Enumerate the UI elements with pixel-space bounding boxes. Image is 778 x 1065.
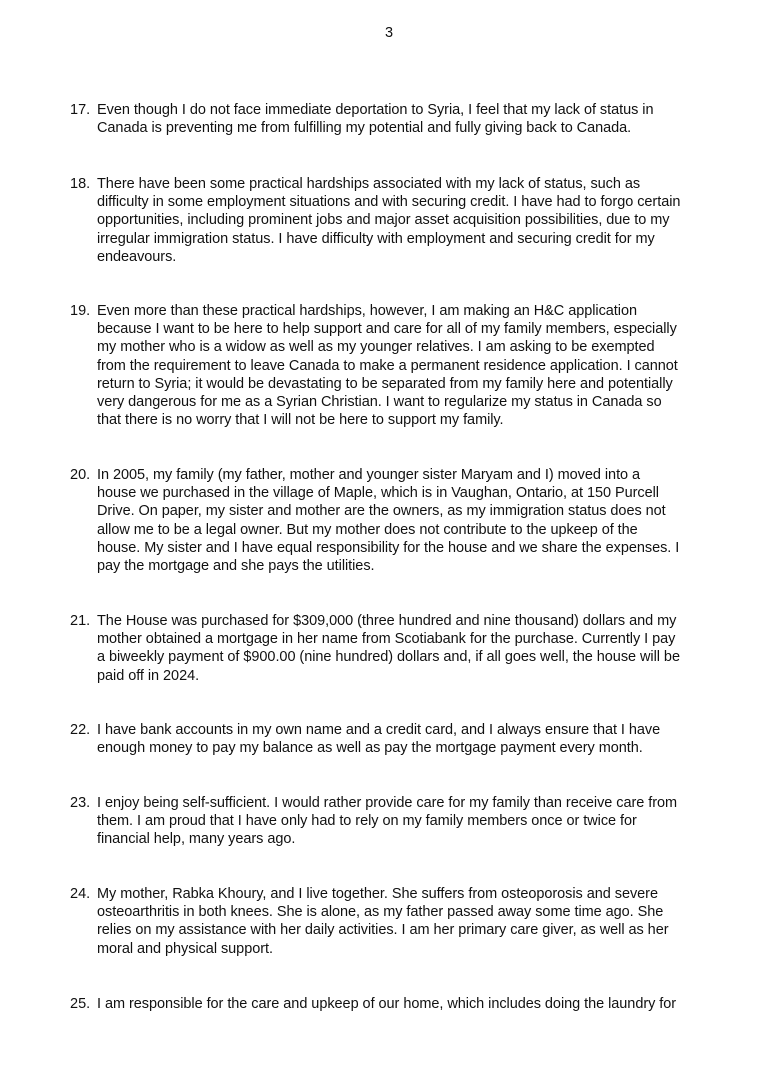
text-line: return to Syria; it would be devastating to be separated from my family here and potentially [97, 375, 673, 392]
text-line: from the requirement to leave Canada to make a permanent residence application. I cannot [97, 357, 678, 374]
paragraph-22 [70, 721, 742, 757]
text-line: house. My sister and I have equal responsibility for the house and we share the expenses. I [97, 539, 680, 556]
text-line: very dangerous for me as a Syrian Christian. I want to regularize my status in Canada so [97, 394, 662, 411]
text-line: The House was purchased for $309,000 (three hundred and nine thousand) dollars and my [97, 613, 677, 629]
paragraph-20 [70, 466, 742, 575]
text-line: I am responsible for the care and upkeep of our home, which includes doing the laundry for [97, 996, 677, 1012]
text-line: My mother, Rabka Khoury, and I live together. She suffers from osteoporosis and severe [97, 886, 658, 902]
paragraph-21 [70, 612, 742, 685]
paragraph-text [97, 175, 742, 266]
paragraph-25 [70, 995, 742, 1013]
text-line: I enjoy being self-sufficient. I would rather provide care for my family than receive care from [97, 795, 678, 811]
text-line: that there is no worry that I will not be here to support my family. [97, 412, 504, 429]
paragraph-text [97, 101, 742, 137]
text-line: moral and physical support. [97, 940, 273, 957]
paragraph-text [97, 885, 742, 958]
paragraph-18 [70, 175, 742, 266]
paragraph-17 [70, 101, 742, 137]
text-line: I have bank accounts in my own name and a credit card, and I always ensure that I have [97, 722, 661, 738]
text-line: paid off in 2024. [97, 667, 200, 684]
text-line: pay the mortgage and she pays the utilities. [97, 558, 375, 575]
paragraph-19 [70, 302, 742, 429]
paragraph-text [97, 794, 742, 849]
page-number: 3 [384, 25, 394, 41]
paragraph-text [97, 302, 742, 429]
text-line: a biweekly payment of $900.00 (nine hundred) dollars and, if all goes well, the house will be [97, 649, 680, 666]
text-line: opportunities, including prominent jobs and major asset acquisition possibilities, due to my [97, 212, 670, 229]
paragraph-text [97, 995, 742, 1013]
paragraph-number: 20. [70, 467, 91, 483]
paragraph-text [97, 612, 742, 685]
text-line: enough money to pay my balance as well as pay the mortgage payment every month. [97, 740, 643, 757]
text-line: mother obtained a mortgage in her name from Scotiabank for the purchase. Currently I pay [97, 631, 676, 648]
text-line: my mother who is a widow as well as my younger relatives. I am asking to be exempted [97, 339, 655, 356]
text-line: them. I am proud that I have only had to rely on my family members once or twice for [97, 813, 637, 830]
paragraph-24 [70, 885, 742, 958]
text-line: Drive. On paper, my sister and mother are the owners, as my immigration status does not [97, 503, 666, 520]
paragraph-text [97, 721, 742, 757]
paragraph-number: 24. [70, 886, 91, 902]
text-line: relies on my assistance with her daily activities. I am her primary care giver, as well as her [97, 922, 669, 939]
paragraph-number: 19. [70, 303, 91, 319]
text-line: Even though I do not face immediate deportation to Syria, I feel that my lack of status in [97, 102, 654, 118]
text-line: difficulty in some employment situations and with securing credit. I have had to forgo certain [97, 194, 681, 211]
text-line: There have been some practical hardships associated with my lack of status, such as [97, 176, 641, 192]
paragraph-number: 25. [70, 996, 91, 1012]
paragraph-23 [70, 794, 742, 849]
text-line: endeavours. [97, 248, 177, 265]
paragraph-text [97, 466, 742, 575]
paragraph-number: 22. [70, 722, 91, 738]
paragraph-number: 21. [70, 613, 91, 629]
text-line: osteoarthritis in both knees. She is alone, as my father passed away some time ago. She [97, 904, 664, 921]
text-line: allow me to be a legal owner. But my mother does not contribute to the upkeep of the [97, 521, 638, 538]
paragraph-number: 17. [70, 102, 91, 118]
text-line: irregular immigration status. I have difficulty with employment and securing credit for my [97, 230, 655, 247]
text-line: In 2005, my family (my father, mother and younger sister Maryam and I) moved into a [97, 467, 641, 483]
text-line: because I want to be here to help support and care for all of my family members, especially [97, 321, 677, 338]
text-line: Canada is preventing me from fulfilling my potential and fully giving back to Canada. [97, 120, 632, 137]
text-line: Even more than these practical hardships, however, I am making an H&C application [97, 303, 637, 319]
text-line: financial help, many years ago. [97, 831, 296, 848]
paragraph-number: 23. [70, 795, 91, 811]
paragraph-number: 18. [70, 176, 91, 192]
text-line: house we purchased in the village of Maple, which is in Vaughan, Ontario, at 150 Purcell [97, 485, 659, 502]
